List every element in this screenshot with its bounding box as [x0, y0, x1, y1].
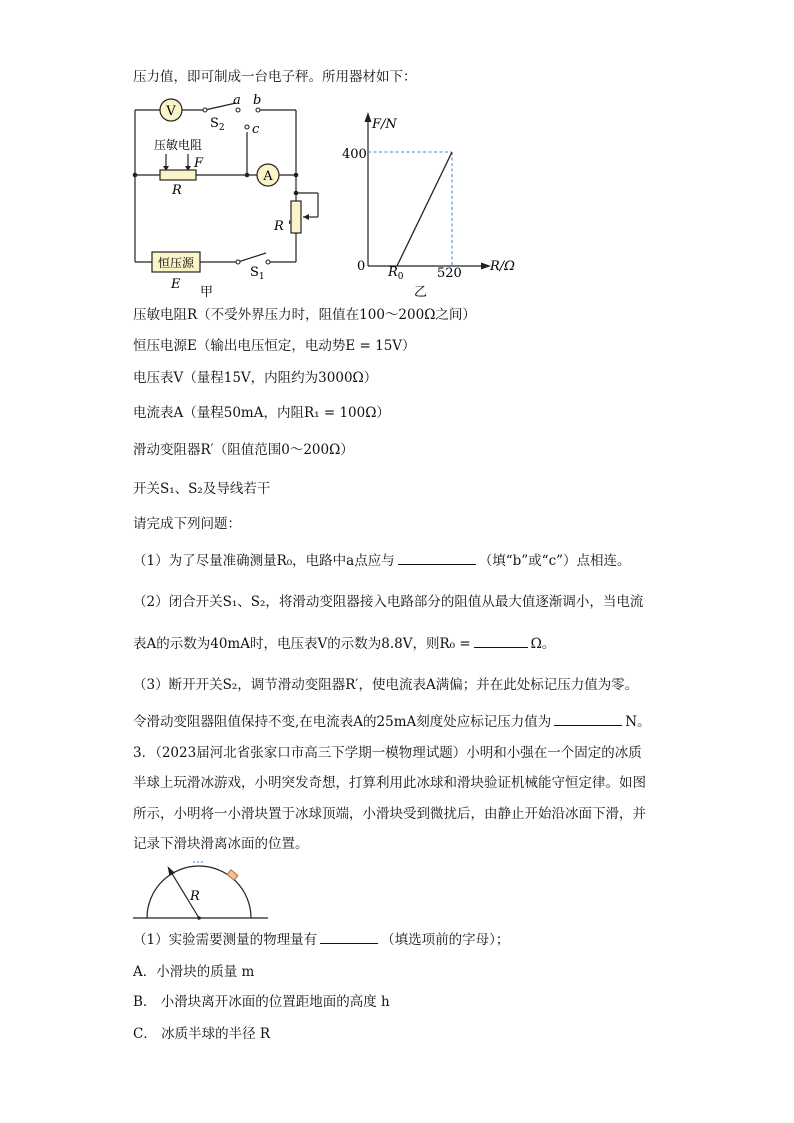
problem-3-line-1: 3．（2023届河北省张家口市高三下学期一模物理试题）小明和小强在一个固定的冰质 [133, 745, 642, 761]
x-tick-r0-sub: 0 [397, 272, 404, 282]
q3-text-b: N。 [625, 714, 651, 730]
option-b: B． 小滑块离开冰面的位置距地面的高度 h [133, 994, 390, 1010]
terminal-b-label: b [253, 93, 262, 108]
x-tick-520: 520 [437, 266, 462, 281]
p3q1-text-a: （1）实验需要测量的物理量有 [133, 932, 318, 948]
problem-3-line-2: 半球上玩滑冰游戏，小明突发奇想，打算利用此冰球和滑块验证机械能守恒定律。如图 [133, 775, 646, 791]
resistor-r-label: R [172, 183, 182, 198]
equipment-5: 滑动变阻器R′（阻值范围0～200Ω） [133, 442, 354, 458]
switch-s1-sub: 1 [258, 272, 265, 282]
x-axis-label: R/Ω [490, 259, 515, 274]
p3q1-text-b: （填选项前的字母）； [381, 932, 510, 948]
y-tick-400: 400 [342, 147, 367, 162]
source-box-label: 恒压源 [157, 256, 195, 270]
x-tick-r0: R [388, 265, 398, 280]
p3q1-answer-blank[interactable] [320, 930, 378, 944]
circuit-caption: 甲 [200, 285, 214, 300]
equipment-6: 开关S₁、S₂及导线若干 [133, 481, 271, 497]
q3-text-a: 令滑动变阻器阻值保持不变,在电流表A的25mA刻度处应标记压力值为 [133, 714, 552, 730]
force-label: F [194, 156, 204, 171]
option-a: A．小滑块的质量 m [133, 964, 255, 980]
switch-s2-sub: 2 [218, 123, 225, 133]
intro-text: 压力值，即可制成一台电子秤。所用器材如下： [133, 69, 417, 85]
equipment-4: 电流表A（量程50mA，内阻R₁ = 100Ω） [133, 405, 390, 421]
q1-text-a: （1）为了尽量准确测量R₀，电路中a点应与 [133, 553, 395, 569]
radius-arrow [168, 866, 176, 876]
voltmeter-label: V [166, 104, 176, 119]
q2-text-b: Ω。 [530, 636, 556, 652]
q1-text-b: （填“b”或“c”）点相连。 [478, 553, 631, 569]
equipment-3: 电压表V（量程15V，内阻约为3000Ω） [133, 370, 378, 386]
option-c: C． 冰质半球的半径 R [133, 1026, 271, 1042]
problem-3-question-1 [133, 930, 509, 949]
switch-s2-label: S [210, 116, 219, 131]
problem-3-line-4: 记录下滑块滑离冰面的位置。 [133, 836, 309, 852]
terminal-a-label: a [233, 93, 241, 108]
slider-block [227, 870, 238, 880]
question-2-line-1: （2）闭合开关S₁、S₂，将滑动变阻器接入电路部分的阻值从最大值逐渐调小，当电流 [133, 594, 644, 610]
rheostat-label: R ' [274, 219, 292, 234]
emf-label: E [171, 277, 181, 292]
graph-caption: 乙 [414, 285, 428, 300]
center-point [197, 916, 201, 920]
problem-3-line-3: 所示，小明将一小滑块置于冰球顶端，小滑块受到微扰后，由静止开始沿冰面下滑，并 [133, 806, 646, 822]
q2-text-a: 表A的示数为40mA时，电压表V的示数为8.8V，则R₀ = [133, 636, 471, 652]
y-axis-label: F/N [372, 117, 397, 132]
prompt-text: 请完成下列问题： [133, 516, 241, 532]
sensor-caption: 压敏电阻 [154, 138, 203, 152]
switch-s1-label: S [250, 265, 259, 280]
question-3-line-1: （3）断开开关S₂，调节滑动变阻器R′，使电流表A满偏；并在此处标记压力值为零。 [133, 677, 639, 693]
hemisphere-radius-label: R [190, 889, 200, 904]
origin-label: 0 [357, 259, 366, 274]
equipment-1: 压敏电阻R（不受外界压力时，阻值在100～200Ω之间） [133, 307, 476, 323]
terminal-c-label: c [252, 122, 260, 137]
equipment-2: 恒压电源E（输出电压恒定，电动势E = 15V） [133, 338, 416, 354]
ammeter-label: A [263, 169, 273, 184]
